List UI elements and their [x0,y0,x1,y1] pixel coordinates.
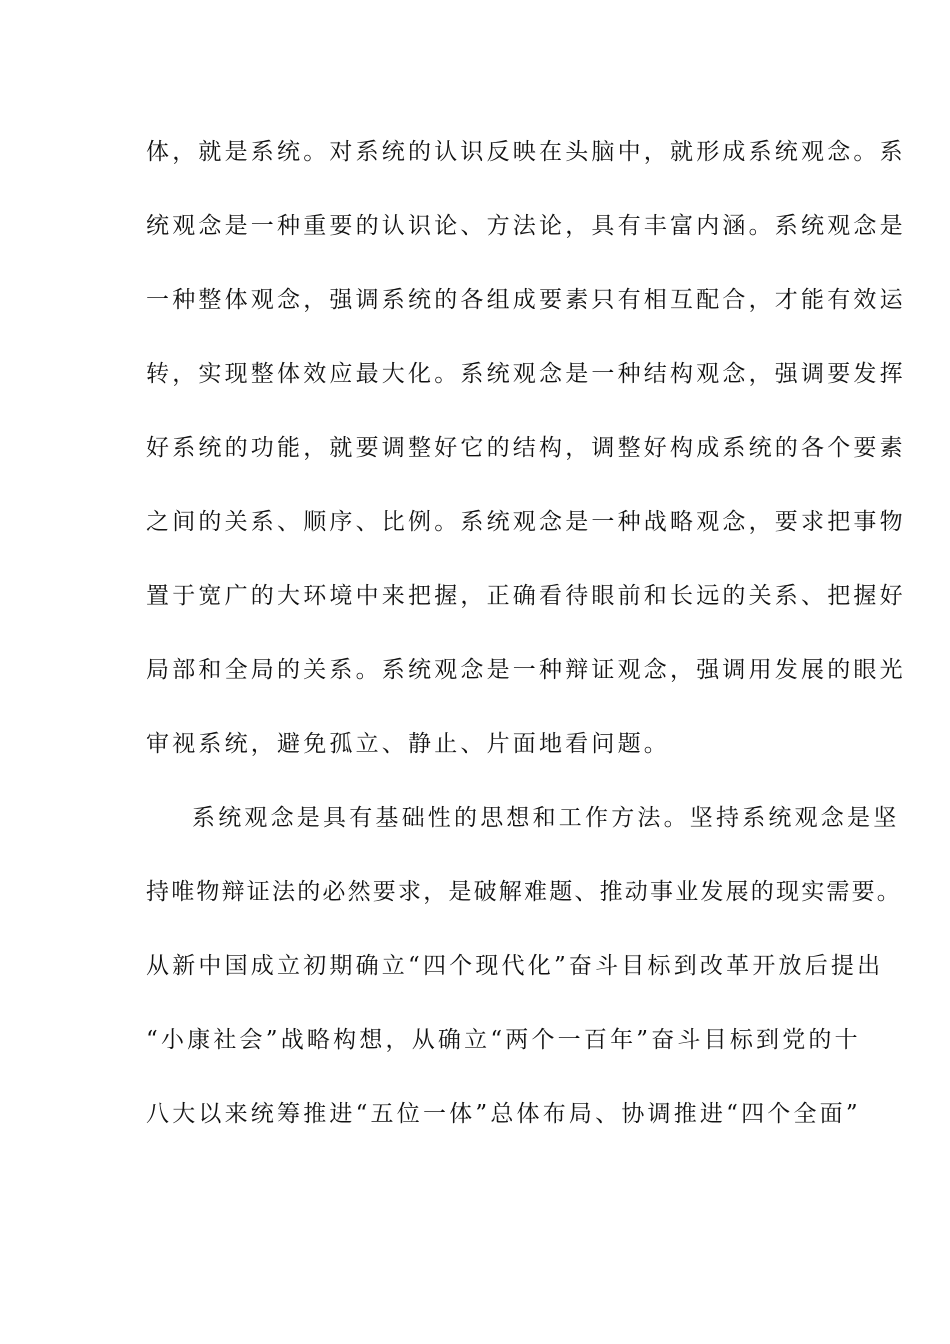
text-line: 一种整体观念，强调系统的各组成要素只有相互配合，才能有效运 [146,287,906,313]
text-line: 局部和全局的关系。系统观念是一种辩证观念，强调用发展的眼光 [146,657,906,683]
text-line: 置于宽广的大环境中来把握，正确看待眼前和长远的关系、把握好 [146,583,906,609]
text-line: 转，实现整体效应最大化。系统观念是一种结构观念，强调要发挥 [146,361,906,387]
text-line: 统观念是一种重要的认识论、方法论，具有丰富内涵。系统观念是 [146,213,906,239]
text-line: 之间的关系、顺序、比例。系统观念是一种战略观念，要求把事物 [146,509,906,535]
text-line: 从新中国成立初期确立“四个现代化”奋斗目标到改革开放后提出 [146,953,884,979]
paragraph-first-line: 系统观念是具有基础性的思想和工作方法。坚持系统观念是坚 [192,805,900,831]
text-line: 持唯物辩证法的必然要求，是破解难题、推动事业发展的现实需要。 [146,879,902,905]
text-line: “小康社会”战略构想，从确立“两个一百年”奋斗目标到党的十 [146,1027,861,1053]
text-line: 体，就是系统。对系统的认识反映在头脑中，就形成系统观念。系 [146,139,906,165]
text-line: 审视系统，避免孤立、静止、片面地看问题。 [146,731,670,757]
text-line: 好系统的功能，就要调整好它的结构，调整好构成系统的各个要素 [146,435,906,461]
text-line: 八大以来统筹推进“五位一体”总体布局、协调推进“四个全面” [146,1101,861,1127]
